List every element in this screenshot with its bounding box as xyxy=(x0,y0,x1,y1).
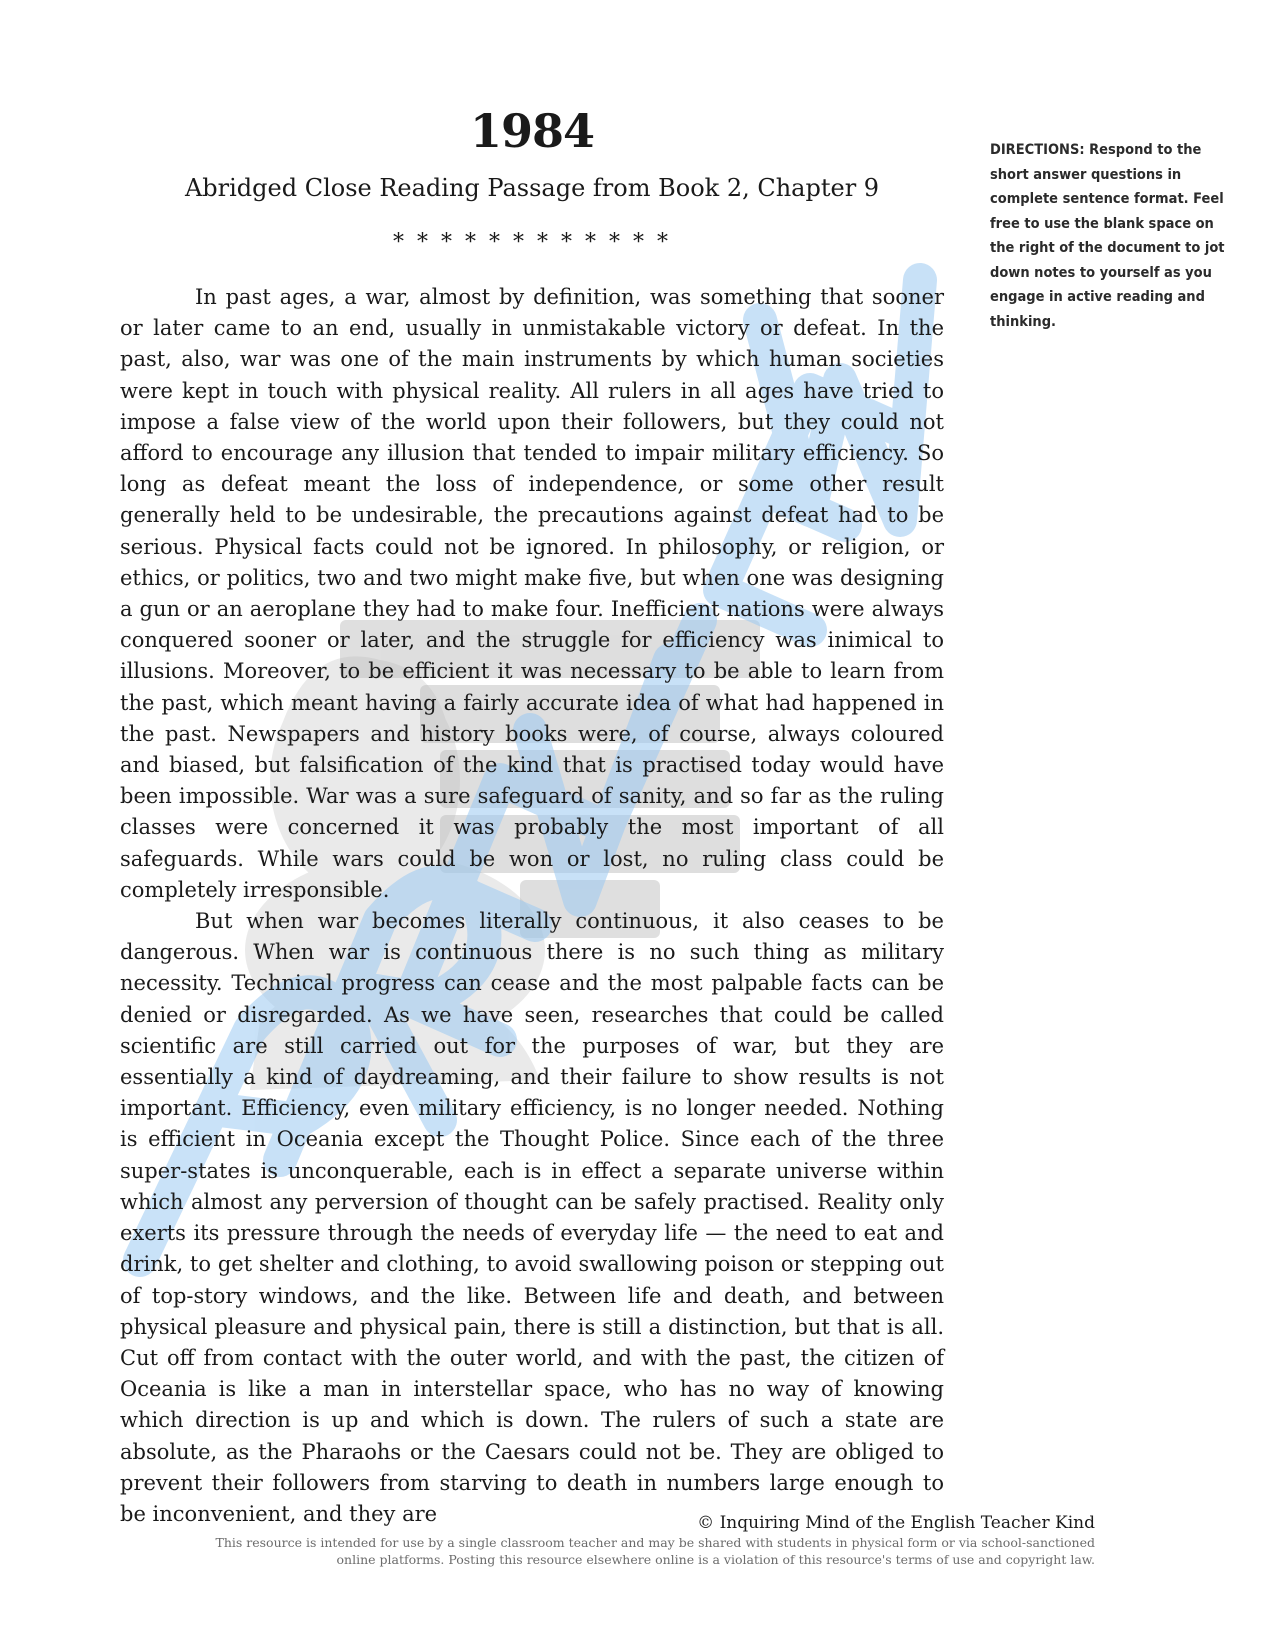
terms-notice-line-2: online platforms. Posting this resource elsewhere online is a violation of this resource's terms of use and copyright law. xyxy=(336,1552,1095,1567)
asterisk-separator: * * * * * * * * * * * * xyxy=(393,230,671,255)
reading-passage xyxy=(120,282,944,1526)
copyright-line: © Inquiring Mind of the English Teacher Kind xyxy=(697,1513,1095,1533)
terms-notice-line-1: This resource is intended for use by a single classroom teacher and may be shared with students in physical form or via school-sanctioned xyxy=(215,1535,1095,1550)
passage-paragraph: But when war becomes literally continuous, it also ceases to be dangerous. When war is continuous there is no such thing as military necessity. Technical progress can cease and the most palpable facts can be denied or disregarded. As we have seen, researches that could be called scientific are still carried out for the purposes of war, but they are essentially a kind of daydreaming, and their failure to show results is not important. Efficiency, even military efficiency, is no longer needed. Nothing is efficient in Oceania except the Thought Police. Since each of the three super-states is unconquerable, each is in effect a separate universe within which almost any perversion of thought can be safely practised. Reality only exerts its pressure through the needs of everyday life — the need to eat and drink, to get shelter and clothing, to avoid swallowing poison or stepping out of top-story windows, and the like. Between life and death, and between physical pleasure and physical pain, there is still a distinction, but that is all. Cut off from contact with the outer world, and with the past, the citizen of Oceania is like a man in interstellar space, who has no way of knowing which direction is up and which is down. The rulers of such a state are absolute, as the Pharaohs or the Caesars could not be. They are obliged to prevent their followers from starving to death in numbers large enough to be inconvenient, and they are xyxy=(120,909,944,1526)
page-subtitle: Abridged Close Reading Passage from Book 2, Chapter 9 xyxy=(184,174,880,202)
page-title: 1984 xyxy=(469,104,595,158)
directions-note: DIRECTIONS: Respond to the short answer questions in complete sentence format. Feel free to use the blank space on the right of the document to jot down notes to yourself as you engage in active reading and thinking. xyxy=(990,142,1225,330)
passage-paragraph: In past ages, a war, almost by definition, was something that sooner or later came to an end, usually in unmistakable victory or defeat. In the past, also, war was one of the main instruments by which human societies were kept in touch with physical reality. All rulers in all ages have tried to impose a false view of the world upon their followers, but they could not afford to encourage any illusion that tended to impair military efficiency. So long as defeat meant the loss of independence, or some other result generally held to be undesirable, the precautions against defeat had to be serious. Physical facts could not be ignored. In philosophy, or religion, or ethics, or politics, two and two might make five, but when one was designing a gun or an aeroplane they had to make four. Inefficient nations were always conquered sooner or later, and the struggle for efficiency was inimical to illusions. Moreover, to be efficient it was necessary to be able to learn from the past, which meant having a fairly accurate idea of what had happened in the past. Newspapers and history books were, of course, always coloured and biased, but falsification of the kind that is practised today would have been impossible. War was a sure safeguard of sanity, and so far as the ruling classes were concerned it was probably the most important of all safeguards. While wars could be won or lost, no ruling class could be completely irresponsible. xyxy=(120,285,944,902)
